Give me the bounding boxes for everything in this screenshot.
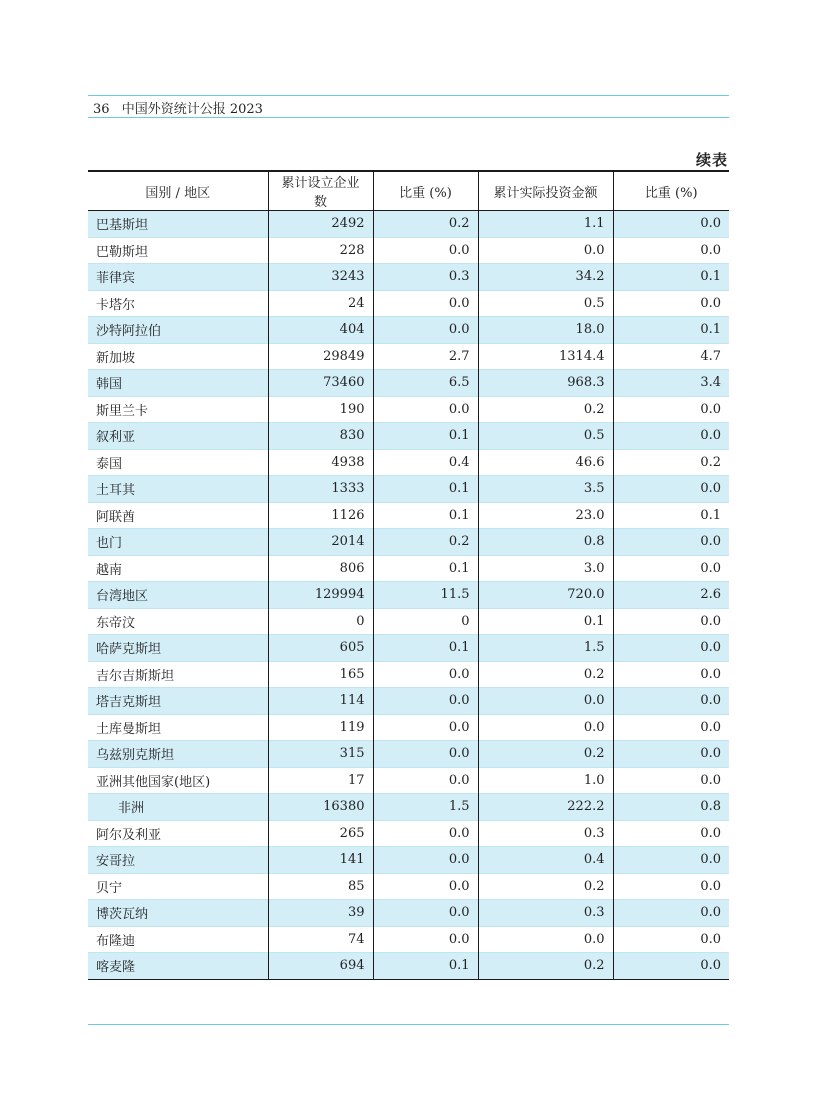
col-header-share-investment: 比重 (%) [613, 171, 729, 211]
table-row [88, 449, 729, 476]
enterprises-cell: 119 [268, 714, 373, 741]
investment-share-cell: 0.2 [613, 449, 729, 476]
enterprise-share-cell: 6.5 [373, 370, 478, 397]
region-cell: 阿联酋 [88, 502, 268, 529]
investment-cell: 1.1 [478, 211, 613, 238]
table-row [88, 423, 729, 450]
investment-cell: 968.3 [478, 370, 613, 397]
investment-share-cell: 0.0 [613, 688, 729, 715]
table-row [88, 688, 729, 715]
table-row [88, 953, 729, 980]
region-cell: 叙利亚 [88, 423, 268, 450]
region-cell: 卡塔尔 [88, 290, 268, 317]
investment-share-cell: 0.0 [613, 847, 729, 874]
investment-share-cell: 4.7 [613, 343, 729, 370]
investment-share-cell: 0.1 [613, 264, 729, 291]
investment-share-cell: 0.0 [613, 635, 729, 662]
col-header-share-enterprises: 比重 (%) [373, 171, 478, 211]
investment-cell: 0.5 [478, 423, 613, 450]
continued-label: 续表 [695, 151, 728, 169]
region-cell: 东帝汶 [88, 608, 268, 635]
table-header [88, 171, 729, 211]
investment-share-cell: 0.0 [613, 953, 729, 980]
enterprise-share-cell: 0.3 [373, 264, 478, 291]
publication-title: 中国外资统计公报 2023 [121, 102, 263, 117]
table-row [88, 873, 729, 900]
page-number: 36 [93, 102, 110, 117]
investment-share-cell: 0.1 [613, 317, 729, 344]
investment-cell: 0.0 [478, 688, 613, 715]
enterprises-cell: 3243 [268, 264, 373, 291]
table-row [88, 237, 729, 264]
enterprise-share-cell: 0.1 [373, 635, 478, 662]
col-header-investment: 累计实际投资金额 [478, 171, 613, 211]
investment-cell: 0.2 [478, 661, 613, 688]
enterprises-cell: 806 [268, 555, 373, 582]
investment-cell: 18.0 [478, 317, 613, 344]
enterprise-share-cell: 0.0 [373, 900, 478, 927]
investment-cell: 3.5 [478, 476, 613, 503]
enterprises-cell: 17 [268, 767, 373, 794]
header-top-rule [88, 95, 729, 96]
investment-cell: 0.1 [478, 608, 613, 635]
enterprise-share-cell: 0.1 [373, 423, 478, 450]
enterprise-share-cell: 0.0 [373, 767, 478, 794]
enterprise-share-cell: 0.0 [373, 926, 478, 953]
enterprises-cell: 165 [268, 661, 373, 688]
enterprise-share-cell: 0.1 [373, 555, 478, 582]
investment-cell: 0.0 [478, 926, 613, 953]
enterprise-share-cell: 2.7 [373, 343, 478, 370]
table-row [88, 847, 729, 874]
table-row [88, 502, 729, 529]
enterprise-share-cell: 0.0 [373, 661, 478, 688]
region-cell: 土耳其 [88, 476, 268, 503]
investment-share-cell: 0.0 [613, 423, 729, 450]
investment-share-cell: 0.0 [613, 555, 729, 582]
investment-share-cell: 0.0 [613, 396, 729, 423]
investment-share-cell: 3.4 [613, 370, 729, 397]
table-row [88, 343, 729, 370]
region-cell: 贝宁 [88, 873, 268, 900]
enterprises-cell: 16380 [268, 794, 373, 821]
investment-share-cell: 0.0 [613, 476, 729, 503]
investment-share-cell: 0.0 [613, 900, 729, 927]
region-cell: 塔吉克斯坦 [88, 688, 268, 715]
investment-cell: 0.0 [478, 237, 613, 264]
investment-cell: 0.8 [478, 529, 613, 556]
region-cell: 巴勒斯坦 [88, 237, 268, 264]
table-row [88, 820, 729, 847]
investment-share-cell: 0.0 [613, 767, 729, 794]
table-body [88, 211, 729, 980]
enterprises-cell: 39 [268, 900, 373, 927]
investment-cell: 0.5 [478, 290, 613, 317]
investment-share-cell: 0.0 [613, 873, 729, 900]
region-cell: 菲律宾 [88, 264, 268, 291]
investment-share-cell: 0.0 [613, 211, 729, 238]
investment-cell: 222.2 [478, 794, 613, 821]
enterprise-share-cell: 0.1 [373, 476, 478, 503]
region-cell: 喀麦隆 [88, 953, 268, 980]
region-cell: 博茨瓦纳 [88, 900, 268, 927]
enterprises-cell: 29849 [268, 343, 373, 370]
region-cell: 布隆迪 [88, 926, 268, 953]
table-row [88, 529, 729, 556]
investment-cell: 0.2 [478, 396, 613, 423]
investment-share-cell: 0.0 [613, 926, 729, 953]
region-cell: 亚洲其他国家(地区) [88, 767, 268, 794]
enterprises-cell: 830 [268, 423, 373, 450]
enterprise-share-cell: 0.0 [373, 847, 478, 874]
header-bottom-rule [88, 117, 729, 118]
enterprises-cell: 190 [268, 396, 373, 423]
table-row [88, 317, 729, 344]
region-cell: 哈萨克斯坦 [88, 635, 268, 662]
investment-share-cell: 0.0 [613, 237, 729, 264]
investment-cell: 0.3 [478, 820, 613, 847]
enterprise-share-cell: 0.0 [373, 820, 478, 847]
investment-cell: 0.4 [478, 847, 613, 874]
enterprises-cell: 74 [268, 926, 373, 953]
region-cell: 土库曼斯坦 [88, 714, 268, 741]
region-cell: 安哥拉 [88, 847, 268, 874]
enterprises-cell: 129994 [268, 582, 373, 609]
investment-share-cell: 2.6 [613, 582, 729, 609]
enterprise-share-cell: 0.4 [373, 449, 478, 476]
investment-cell: 0.2 [478, 953, 613, 980]
investment-cell: 0.0 [478, 714, 613, 741]
enterprises-cell: 228 [268, 237, 373, 264]
region-cell: 泰国 [88, 449, 268, 476]
enterprises-cell: 694 [268, 953, 373, 980]
table-row [88, 555, 729, 582]
enterprise-share-cell: 0.2 [373, 529, 478, 556]
table-row [88, 582, 729, 609]
investment-cell: 0.3 [478, 900, 613, 927]
enterprise-share-cell: 0.0 [373, 714, 478, 741]
investment-share-cell: 0.0 [613, 661, 729, 688]
enterprises-cell: 1126 [268, 502, 373, 529]
investment-cell: 34.2 [478, 264, 613, 291]
table-row [88, 767, 729, 794]
table-row [88, 794, 729, 821]
investment-share-cell: 0.0 [613, 820, 729, 847]
enterprise-share-cell: 0.0 [373, 290, 478, 317]
enterprises-cell: 73460 [268, 370, 373, 397]
region-cell: 沙特阿拉伯 [88, 317, 268, 344]
region-cell: 乌兹别克斯坦 [88, 741, 268, 768]
table-row [88, 714, 729, 741]
enterprises-cell: 265 [268, 820, 373, 847]
enterprises-cell: 315 [268, 741, 373, 768]
enterprises-cell: 404 [268, 317, 373, 344]
region-cell: 巴基斯坦 [88, 211, 268, 238]
enterprises-cell: 85 [268, 873, 373, 900]
col-header-region: 国别 / 地区 [88, 171, 268, 211]
table-row [88, 476, 729, 503]
investment-cell: 0.2 [478, 741, 613, 768]
investment-table [88, 170, 729, 980]
enterprise-share-cell: 0.2 [373, 211, 478, 238]
running-head [93, 98, 263, 117]
investment-share-cell: 0.0 [613, 529, 729, 556]
enterprises-cell: 4938 [268, 449, 373, 476]
enterprise-share-cell: 0.1 [373, 502, 478, 529]
enterprises-cell: 114 [268, 688, 373, 715]
region-cell: 吉尔吉斯斯坦 [88, 661, 268, 688]
enterprise-share-cell: 0 [373, 608, 478, 635]
enterprises-cell: 1333 [268, 476, 373, 503]
footer-rule [88, 1024, 729, 1025]
enterprise-share-cell: 0.0 [373, 317, 478, 344]
investment-cell: 1.5 [478, 635, 613, 662]
table-row [88, 741, 729, 768]
region-cell: 韩国 [88, 370, 268, 397]
investment-cell: 720.0 [478, 582, 613, 609]
enterprise-share-cell: 0.0 [373, 396, 478, 423]
enterprise-share-cell: 1.5 [373, 794, 478, 821]
investment-cell: 23.0 [478, 502, 613, 529]
enterprises-cell: 141 [268, 847, 373, 874]
investment-share-cell: 0.1 [613, 502, 729, 529]
table-row [88, 661, 729, 688]
enterprise-share-cell: 0.0 [373, 688, 478, 715]
table-row [88, 264, 729, 291]
enterprises-cell: 2014 [268, 529, 373, 556]
table-row [88, 608, 729, 635]
investment-cell: 1.0 [478, 767, 613, 794]
region-cell: 新加坡 [88, 343, 268, 370]
enterprises-cell: 24 [268, 290, 373, 317]
investment-cell: 0.2 [478, 873, 613, 900]
enterprises-cell: 605 [268, 635, 373, 662]
investment-share-cell: 0.0 [613, 714, 729, 741]
investment-share-cell: 0.8 [613, 794, 729, 821]
table-row [88, 926, 729, 953]
region-cell: 斯里兰卡 [88, 396, 268, 423]
enterprises-cell: 0 [268, 608, 373, 635]
region-cell: 也门 [88, 529, 268, 556]
investment-cell: 46.6 [478, 449, 613, 476]
investment-share-cell: 0.0 [613, 290, 729, 317]
region-cell: 台湾地区 [88, 582, 268, 609]
table-row [88, 211, 729, 238]
enterprise-share-cell: 11.5 [373, 582, 478, 609]
region-cell: 阿尔及利亚 [88, 820, 268, 847]
table-row [88, 635, 729, 662]
enterprise-share-cell: 0.0 [373, 873, 478, 900]
investment-cell: 3.0 [478, 555, 613, 582]
table-row [88, 290, 729, 317]
col-header-enterprises: 累计设立企业数 [268, 171, 373, 211]
enterprise-share-cell: 0.0 [373, 741, 478, 768]
investment-share-cell: 0.0 [613, 608, 729, 635]
table-row [88, 396, 729, 423]
investment-cell: 1314.4 [478, 343, 613, 370]
investment-share-cell: 0.0 [613, 741, 729, 768]
enterprise-share-cell: 0.1 [373, 953, 478, 980]
region-cell: 非洲 [88, 794, 268, 821]
enterprise-share-cell: 0.0 [373, 237, 478, 264]
region-cell: 越南 [88, 555, 268, 582]
enterprises-cell: 2492 [268, 211, 373, 238]
table-row [88, 370, 729, 397]
table-row [88, 900, 729, 927]
